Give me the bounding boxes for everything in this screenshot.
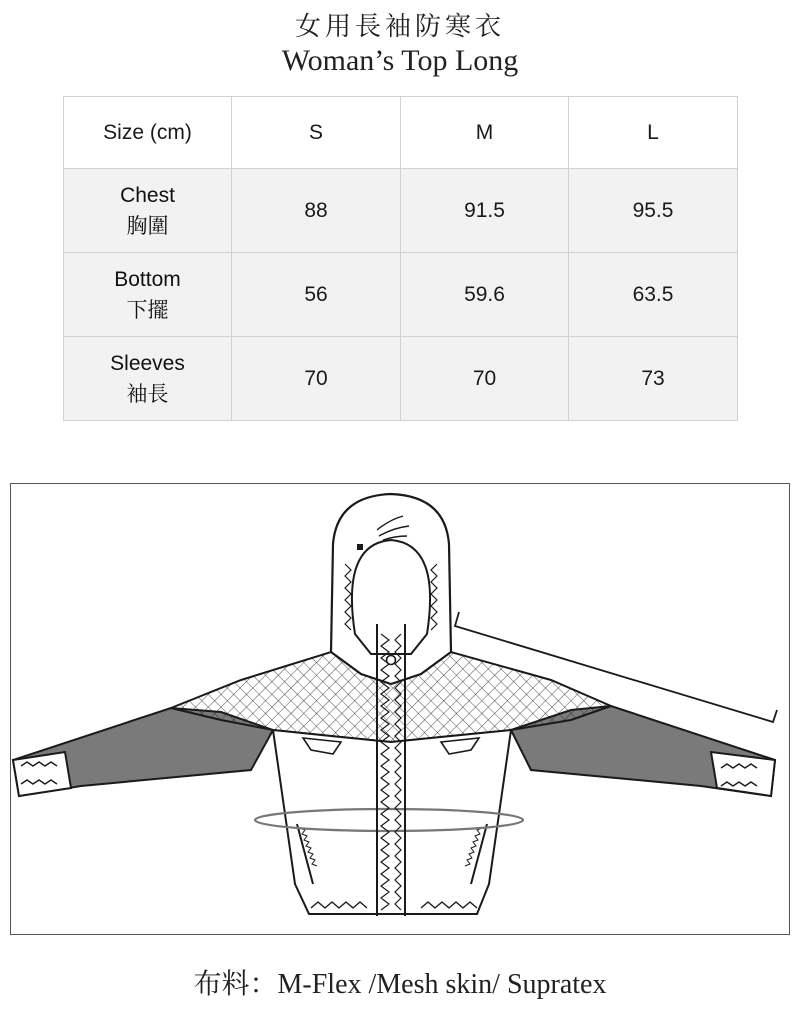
row-label-en: Chest: [120, 183, 175, 207]
zip-pull: [387, 656, 396, 665]
header-cell: Size (cm): [64, 97, 232, 169]
table-cell: 70: [232, 337, 401, 421]
title-english: Woman’s Top Long: [281, 44, 519, 77]
table-cell: 56: [232, 253, 401, 337]
header-cell: L: [569, 97, 738, 169]
jacket-diagram: [10, 483, 790, 935]
row-label-en: Sleeves: [110, 351, 185, 375]
row-label: [64, 169, 232, 253]
row-label-zh: 胸圍: [126, 214, 169, 238]
table-header-row: [64, 97, 738, 169]
fabric-value: M-Flex /Mesh skin/ Supratex: [277, 969, 607, 1000]
table-row: [64, 337, 738, 421]
size-table: [63, 96, 738, 421]
row-label-en: Bottom: [114, 267, 181, 291]
jacket-illustration: [11, 484, 789, 934]
table-cell: 91.5: [401, 169, 569, 253]
title-chinese: 女用長袖防寒衣: [294, 12, 505, 42]
row-label: [64, 337, 232, 421]
table-cell: 59.6: [401, 253, 569, 337]
fabric-line: [0, 962, 800, 1002]
right-cuff: [711, 752, 775, 796]
table-row: [64, 169, 738, 253]
table-row: [64, 253, 738, 337]
hood-toggle: [357, 544, 363, 550]
left-cuff: [13, 752, 71, 796]
row-label-zh: 袖長: [126, 382, 169, 406]
header-cell: M: [401, 97, 569, 169]
fabric-label: 布料：: [193, 969, 278, 1000]
table-cell: 63.5: [569, 253, 738, 337]
jacket-body: [273, 730, 511, 914]
row-label: [64, 253, 232, 337]
table-cell: 70: [401, 337, 569, 421]
hood-opening: [352, 540, 430, 654]
header-cell: S: [232, 97, 401, 169]
table-cell: 95.5: [569, 169, 738, 253]
row-label-zh: 下擺: [126, 298, 169, 322]
table-cell: 88: [232, 169, 401, 253]
table-cell: 73: [569, 337, 738, 421]
